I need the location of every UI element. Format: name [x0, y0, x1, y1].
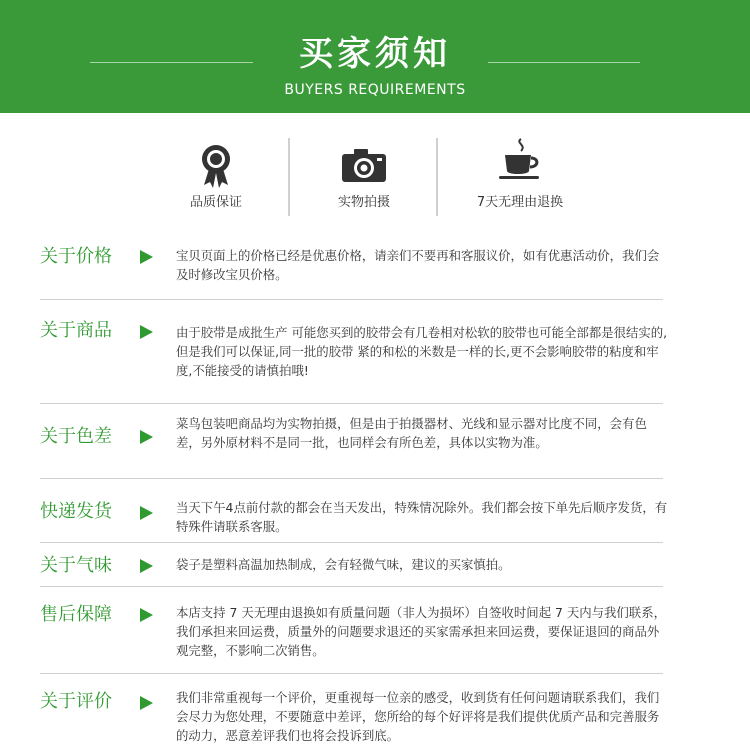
section-text: 我们非常重视每一个评价，更重视每一位亲的感受，收到货有任何问题请联系我们，我们会尽力为您处理，不要随意中差评，您所给的每个好评将是我们提供优质产品和完善服务的动力，恶意差评我们也将会投诉到底。 — [176, 690, 660, 743]
section-text: 宝贝页面上的价格已经是优惠价格，请亲们不要再和客服议价，如有优惠活动价，我们会及时修改宝贝价格。 — [176, 248, 660, 282]
section-review — [40, 688, 663, 748]
section-goods — [40, 320, 668, 390]
section-title: 关于价格 — [40, 246, 112, 267]
section-text: 袋子是塑料高温加热制成，会有轻微气味，建议的买家慎拍。 — [176, 557, 511, 572]
section-smell — [40, 554, 663, 580]
play-arrow-icon — [140, 506, 153, 520]
section-text: 当天下午4点前付款的都会在当天发出，特殊情况除外。我们都会按下单先后顺序发货，有特殊件请联系客服。 — [176, 500, 668, 534]
section-title: 售后保障 — [40, 604, 112, 625]
play-arrow-icon — [140, 559, 153, 573]
real-photo — [304, 133, 424, 219]
divider — [40, 542, 663, 543]
divider — [40, 673, 663, 674]
section-title: 快递发货 — [40, 501, 112, 522]
icon-label-photo: 实物拍摄 — [337, 195, 390, 210]
quality-guarantee — [156, 133, 276, 219]
play-arrow-icon — [140, 250, 153, 264]
section-text: 菜鸟包装吧商品均为实物拍摄，但是由于拍摄器材、光线和显示器对比度不同，会有色差，另外原材料不是同一批，也同样会有所色差，具体以实物为准。 — [176, 416, 647, 450]
play-arrow-icon — [140, 430, 153, 444]
icon-label-return: 7天无理由退换 — [476, 195, 564, 210]
section-aftersales — [40, 602, 666, 662]
section-text: 由于胶带是成批生产 可能您买到的胶带会有几卷相对松软的胶带也可能全部都是很结实的,但是我们可以保证,同一批的胶带 紧的和松的米数是一样的长,更不会影响胶带的粘度和牢度,不能接受的请慎拍哦! — [176, 325, 668, 378]
play-arrow-icon — [140, 325, 153, 339]
play-arrow-icon — [140, 696, 153, 710]
icon-separator — [436, 138, 438, 216]
header-banner — [0, 0, 750, 113]
seven-day-return — [460, 133, 580, 219]
section-color — [40, 412, 663, 472]
divider — [40, 299, 663, 300]
divider — [40, 586, 663, 587]
section-title: 关于气味 — [40, 555, 112, 576]
icon-separator — [288, 138, 290, 216]
banner-title: 买家须知 — [299, 34, 451, 74]
play-arrow-icon — [140, 608, 153, 622]
section-text: 本店支持 7 天无理由退换如有质量问题（非人为损坏）自签收时间起 7 天内与我们联系，我们承担来回运费，质量外的问题要求退还的买家需承担来回运费，要保证退回的商品外观完整，不影响二次销售。 — [176, 605, 666, 658]
divider — [40, 478, 663, 479]
section-title: 关于色差 — [40, 426, 112, 447]
divider — [40, 403, 663, 404]
section-shipping — [40, 496, 668, 536]
section-title: 关于商品 — [40, 320, 112, 341]
section-title: 关于评价 — [40, 691, 112, 712]
award-ribbon-icon — [156, 143, 276, 185]
coffee-cup-icon — [460, 143, 580, 185]
banner-subtitle: BUYERS REQUIREMENTS — [284, 82, 466, 98]
camera-icon — [304, 143, 424, 185]
service-icons — [0, 133, 750, 223]
section-price — [40, 244, 663, 294]
icon-label-quality: 品质保证 — [189, 195, 242, 210]
